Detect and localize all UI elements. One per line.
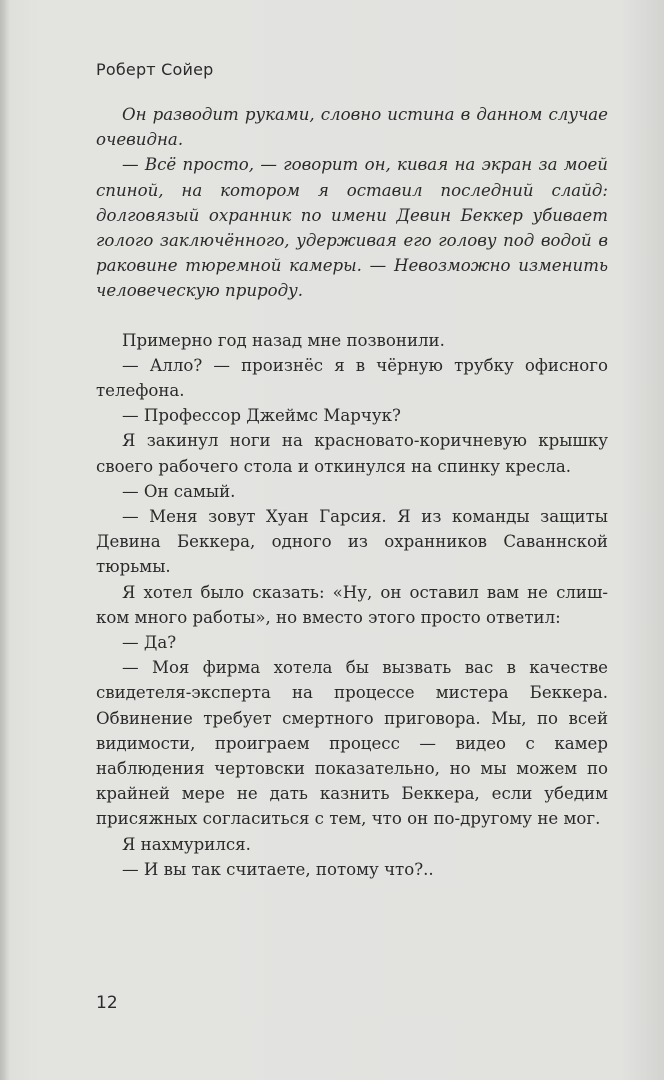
paragraph-3: — Профессор Джеймс Марчук? bbox=[122, 406, 401, 426]
paragraph-5: — Он самый. bbox=[122, 481, 236, 501]
paragraph-7: Я хотел было сказать: «Ну, он оставил вам не слишком много работы», но вместо этого просто ответил: bbox=[96, 582, 608, 627]
section-gap bbox=[96, 304, 608, 328]
paragraph-8: — Да? bbox=[122, 633, 177, 653]
page-number: 12 bbox=[96, 993, 118, 1013]
spine-shadow bbox=[0, 0, 10, 1080]
paragraph-11: — И вы так считаете, потому что?.. bbox=[122, 859, 434, 879]
body-text bbox=[96, 102, 608, 882]
paragraph-9: — Моя фирма хотела бы вызвать вас в качестве свидетеля-эксперта на процессе мистера Беккера. Обвинение требует смертного приговора. Мы, по всей видимости, проиграем процесс — видео с камер наблюдения чертовски показательно, но мы можем по крайней мере не дать казнить Беккера, если убедим присяжных согласиться с тем, что он по-другому не мог. bbox=[96, 658, 608, 829]
paragraph-6: — Меня зовут Хуан Гарсия. Я из команды защиты Девина Беккера, одного из охранников Саваннской тюрьмы. bbox=[96, 507, 608, 577]
paragraph-2: — Алло? — произнёс я в чёрную трубку офисного телефона. bbox=[96, 355, 608, 401]
italic-paragraph-1: Он разводит руками, словно истина в данном случае очевидна. bbox=[96, 105, 608, 150]
paragraph-1: Примерно год назад мне позвонили. bbox=[122, 330, 445, 350]
paragraph-4: Я закинул ноги на красновато-коричневую крышку своего рабочего стола и откинулся на спинку кресла. bbox=[96, 431, 608, 476]
italic-paragraph-2: — Всё просто, — говорит он, кивая на экран за моей спиной, на котором я оставил последний слайд: долговязый охранник по имени Девин Беккер убивает голого заключённого, удерживая его голову под водой в раковине тюремной камеры. — Невозможно изменить человеческую природу. bbox=[96, 155, 608, 301]
running-head-author: Роберт Сойер bbox=[96, 60, 214, 79]
paragraph-10: Я нахмурился. bbox=[122, 834, 251, 854]
